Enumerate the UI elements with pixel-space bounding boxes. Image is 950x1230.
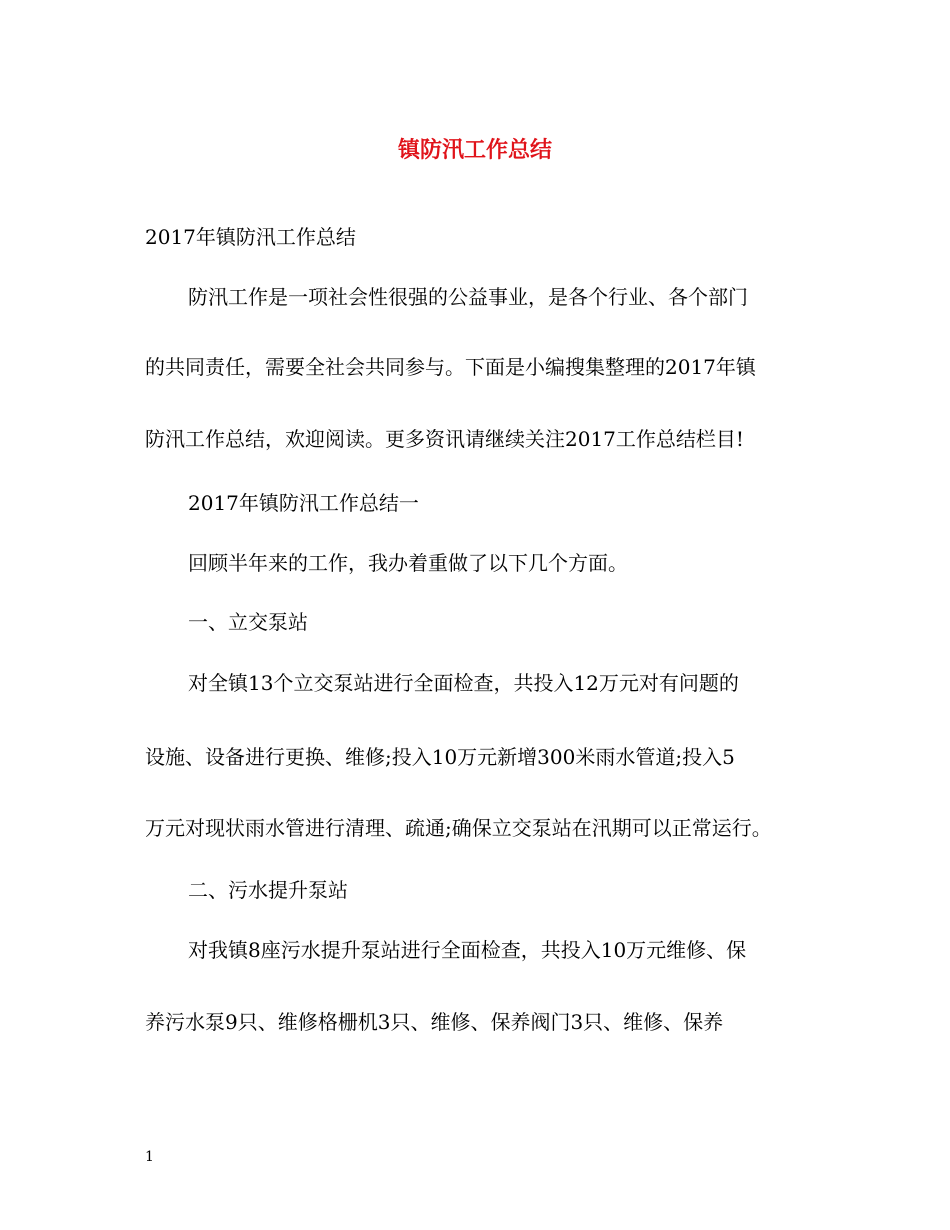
paragraph-line: 对我镇8座污水提升泵站进行全面检查，共投入10万元维修、保 (188, 938, 747, 962)
paragraph-line: 防汛工作总结，欢迎阅读。更多资讯请继续关注2017工作总结栏目! (145, 427, 744, 451)
paragraph-line: 万元对现状雨水管进行清理、疏通;确保立交泵站在汛期可以正常运行。 (145, 816, 772, 840)
section-heading: 2017年镇防汛工作总结一 (188, 491, 419, 515)
paragraph-line: 对全镇13个立交泵站进行全面检查，共投入12万元对有问题的 (188, 671, 739, 695)
paragraph-line: 的共同责任，需要全社会共同参与。下面是小编搜集整理的2017年镇 (145, 355, 756, 379)
paragraph-line: 防汛工作是一项社会性很强的公益事业，是各个行业、各个部门 (188, 285, 748, 309)
page-number: 1 (145, 1149, 154, 1165)
document-title: 镇防汛工作总结 (397, 137, 552, 163)
paragraph-line: 回顾半年来的工作，我办着重做了以下几个方面。 (188, 551, 628, 575)
subtitle-line: 2017年镇防汛工作总结 (145, 225, 356, 249)
section-heading: 一、立交泵站 (188, 610, 308, 634)
paragraph-line: 养污水泵9只、维修格栅机3只、维修、保养阀门3只、维修、保养 (145, 1010, 724, 1034)
section-heading: 二、污水提升泵站 (188, 878, 348, 902)
paragraph-line: 设施、设备进行更换、维修;投入10万元新增300米雨水管道;投入5 (145, 745, 735, 769)
